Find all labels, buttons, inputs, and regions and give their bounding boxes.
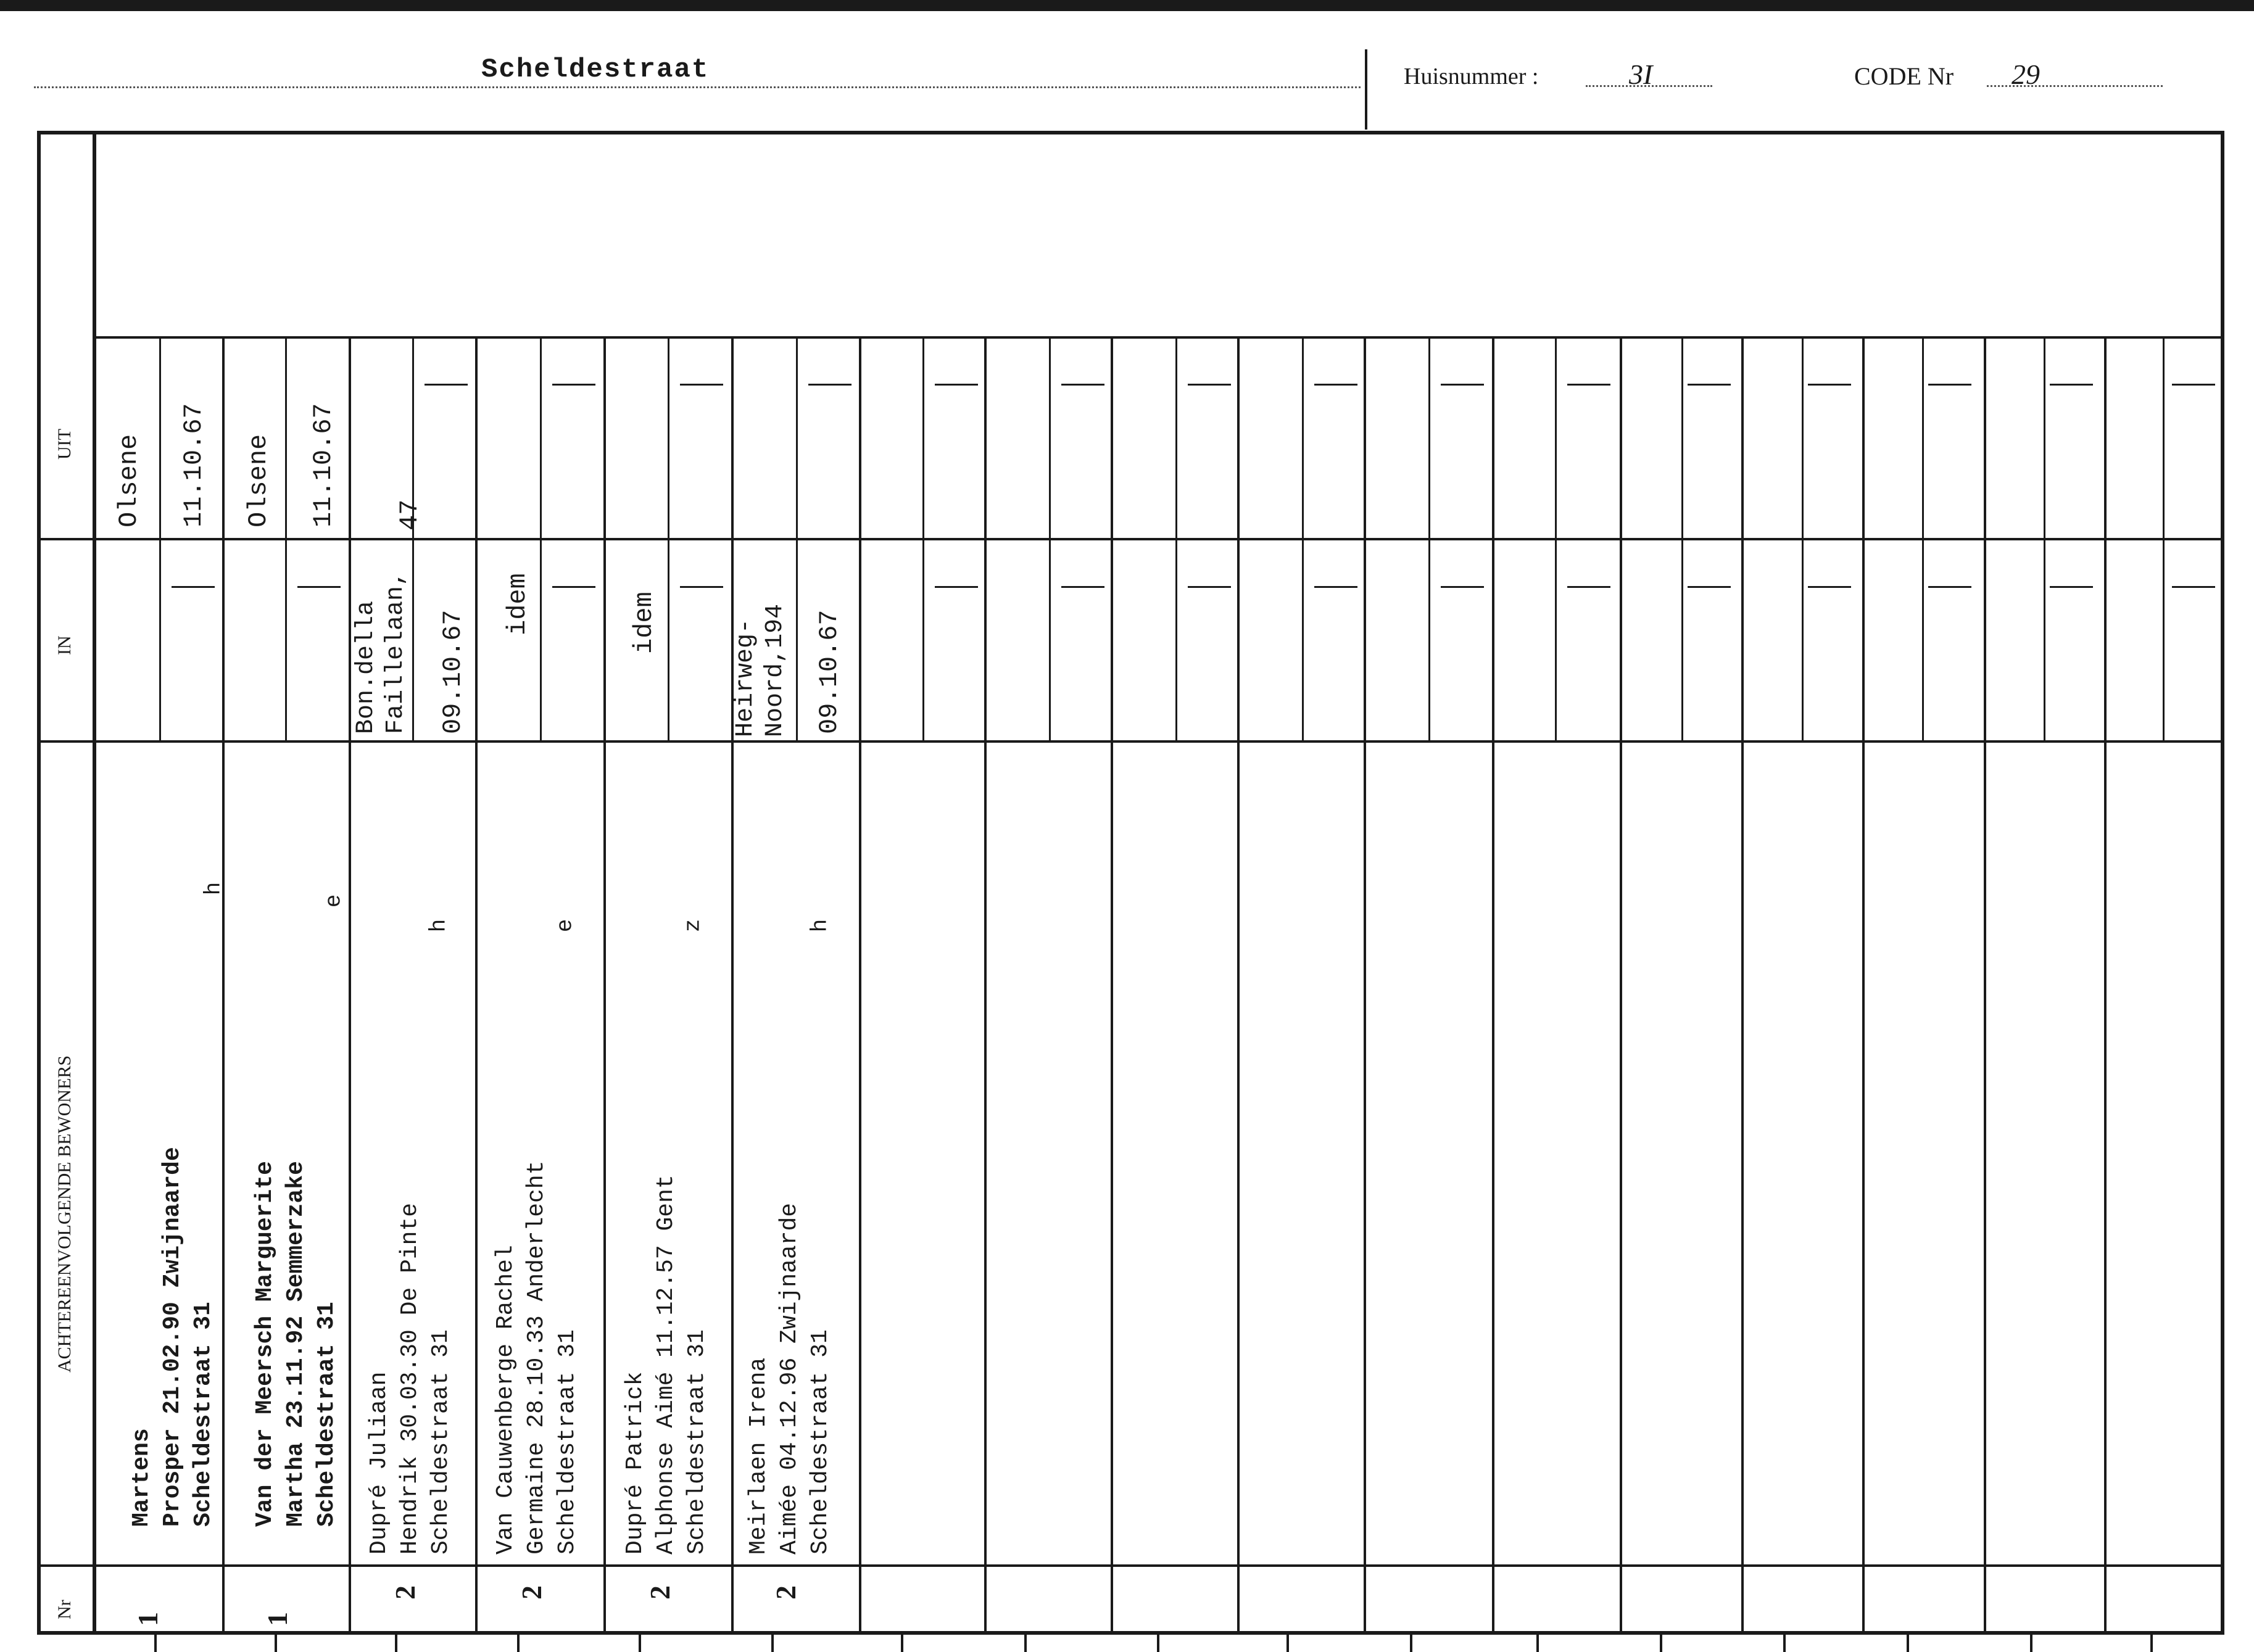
code-value: 29 (2012, 59, 2040, 90)
uit-dash (680, 384, 723, 386)
in-date: 09.10.67 (438, 609, 468, 734)
label-in: IN (54, 635, 75, 655)
uit-date: 11.10.67 (309, 403, 338, 527)
house-number-value: 3I (1629, 59, 1653, 90)
resident-name: Dupré Patrick Alphonse Aimé 11.12.57 Gent Scheldestraat 31 (622, 1175, 710, 1555)
resident-mark: e (552, 919, 578, 933)
in-date: 09.10.67 (814, 609, 844, 734)
house-number-label: Huisnummer : (1404, 64, 1539, 89)
resident-mark: e (321, 894, 347, 908)
resident-mark: h (201, 882, 226, 896)
resident-nr: 2 (770, 1585, 802, 1600)
resident-mark: h (426, 919, 452, 933)
resident-name: Van der Meersch Marguerite Martha 23.11.92 Semmerzake Scheldestraat 31 (252, 1161, 340, 1527)
resident-nr: 2 (389, 1585, 421, 1600)
in-dash (172, 586, 215, 588)
uit-dash (552, 384, 595, 386)
resident-nr: 2 (644, 1585, 676, 1600)
in-dash (552, 586, 595, 588)
in-address: Bon.della Faillelaan, (352, 571, 410, 734)
in-address: Heirweg- Noord,194 (732, 603, 789, 737)
resident-name: Dupré Juliaan Hendrik 30.03.30 De Pinte Scheldestraat 31 (366, 1202, 454, 1555)
uit-dash (425, 384, 468, 386)
resident-mark: h (807, 919, 833, 933)
label-uit: UIT (54, 429, 75, 460)
in-address: idem (503, 573, 532, 635)
uit-place: Olsene (244, 434, 273, 527)
resident-nr: 1 (262, 1612, 293, 1626)
resident-mark: z (680, 919, 706, 933)
label-nr: Nr (54, 1600, 75, 1619)
uit-dash (808, 384, 851, 386)
in-address: idem (629, 592, 659, 654)
code-label: CODE Nr (1854, 62, 1954, 90)
resident-name: Van Cauwenberge Rachel Germaine 28.10.33 Anderlecht Scheldestraat 31 (492, 1160, 581, 1555)
uit-place: 47 (395, 499, 425, 531)
resident-nr: 2 (516, 1585, 547, 1600)
uit-place: Olsene (114, 434, 144, 527)
street-name: Scheldestraat (481, 54, 710, 85)
in-dash (297, 586, 341, 588)
uit-date: 11.10.67 (179, 403, 209, 527)
resident-name: Meirlaen Irena Aimée 04.12.96 Zwijnaarde Scheldestraat 31 (745, 1202, 834, 1555)
label-residents: ACHTEREENVOLGENDE BEWONERS (54, 1055, 75, 1373)
resident-name: Martens Prosper 21.02.90 Zwijnaarde Scheldestraat 31 (128, 1147, 217, 1527)
in-dash (680, 586, 723, 588)
resident-nr: 1 (132, 1612, 164, 1626)
